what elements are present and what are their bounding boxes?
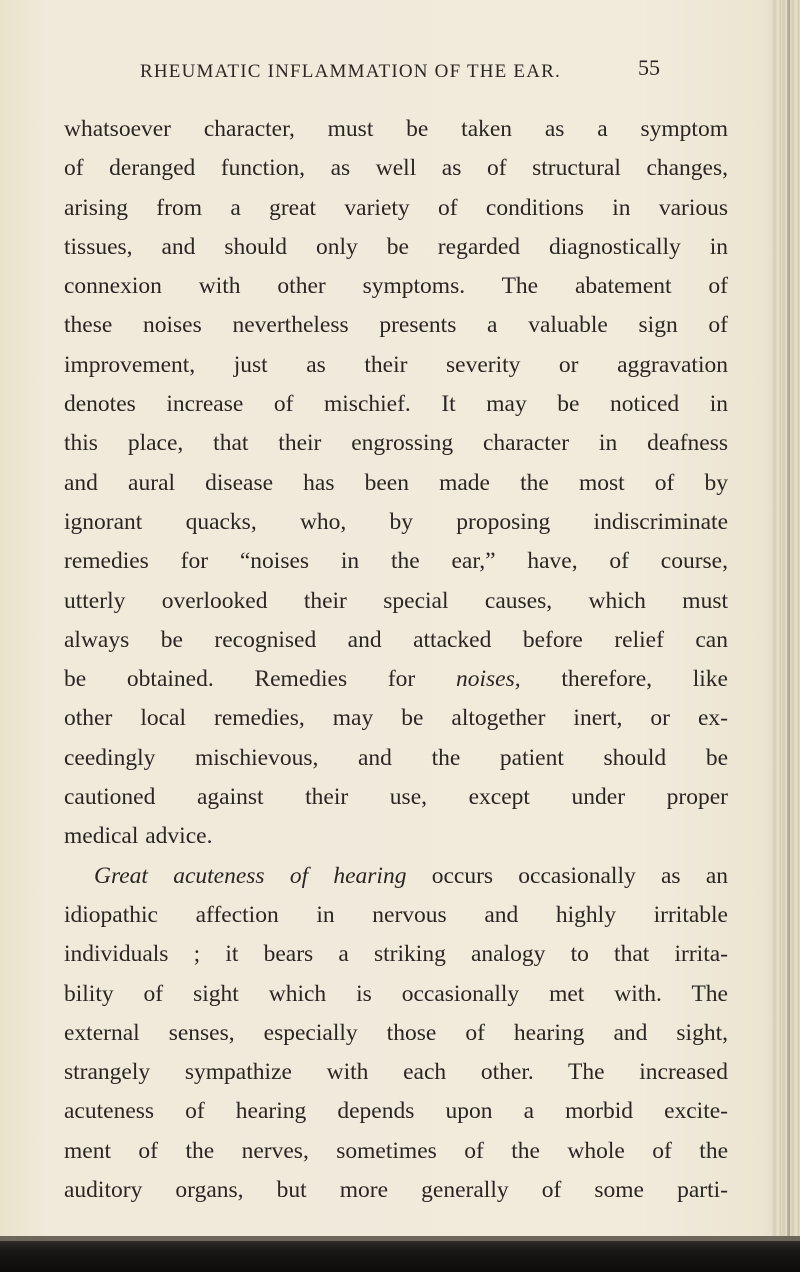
text-line: connexion with other symptoms. The abatement of [64,273,728,300]
text-line: ceedingly mischievous, and the patient should be [64,744,728,771]
text-span: therefore, like [520,666,728,693]
body-text [64,110,728,1210]
text-line-paragraph-start [64,857,728,896]
text-line: bility of sight which is occasionally met with. The [64,980,728,1007]
text-line: always be recognised and attacked before relief can [64,626,728,653]
text-line: of deranged function, as well as of structural changes, [64,155,728,182]
text-line-remedies [64,660,728,699]
text-line: idiopathic affection in nervous and highly irritable [64,901,728,928]
text-line: ment of the nerves, sometimes of the whole of the [64,1137,728,1164]
text-line: external senses, especially those of hearing and sight, [64,1019,728,1046]
text-span: be obtained. Remedies for [64,666,456,693]
text-line: and aural disease has been made the most of by [64,469,728,496]
text-line: whatsoever character, must be taken as a symptom [64,116,728,142]
scan-bottom-border [0,1236,800,1272]
text-line: strangely sympathize with each other. The increased [64,1059,728,1086]
text-span: occurs occasionally as an [406,862,728,889]
page-edge-shadow [772,0,800,1272]
italic-noises: noises, [455,666,521,693]
text-line: these noises nevertheless presents a valuable sign of [64,312,728,339]
text-line: denotes increase of mischief. It may be noticed in [64,391,728,418]
text-line: auditory organs, but more generally of some parti- [64,1177,728,1204]
text-line-paragraph-end: medical advice. [64,823,213,850]
text-line: ignorant quacks, who, by proposing indiscriminate [64,508,728,535]
text-line: cautioned against their use, except under proper [64,784,728,811]
page-header [140,55,660,95]
text-line: remedies for “noises in the ear,” have, of course, [64,548,728,575]
italic-great-acuteness: Great acuteness of hearing [94,862,407,889]
text-line: individuals ; it bears a striking analogy to that irrita- [64,941,728,968]
text-line: this place, that their engrossing character in deafness [64,430,728,457]
text-line: utterly overlooked their special causes, which must [64,587,728,614]
text-line: acuteness of hearing depends upon a morbid excite- [64,1098,728,1125]
page-number: 55 [638,55,660,80]
text-line: other local remedies, may be altogether inert, or ex- [64,705,728,732]
text-line: tissues, and should only be regarded diagnostically in [64,233,728,260]
text-line: arising from a great variety of conditions in various [64,194,728,221]
text-line: improvement, just as their severity or aggravation [64,351,728,378]
running-title: RHEUMATIC INFLAMMATION OF THE EAR. [140,61,561,82]
